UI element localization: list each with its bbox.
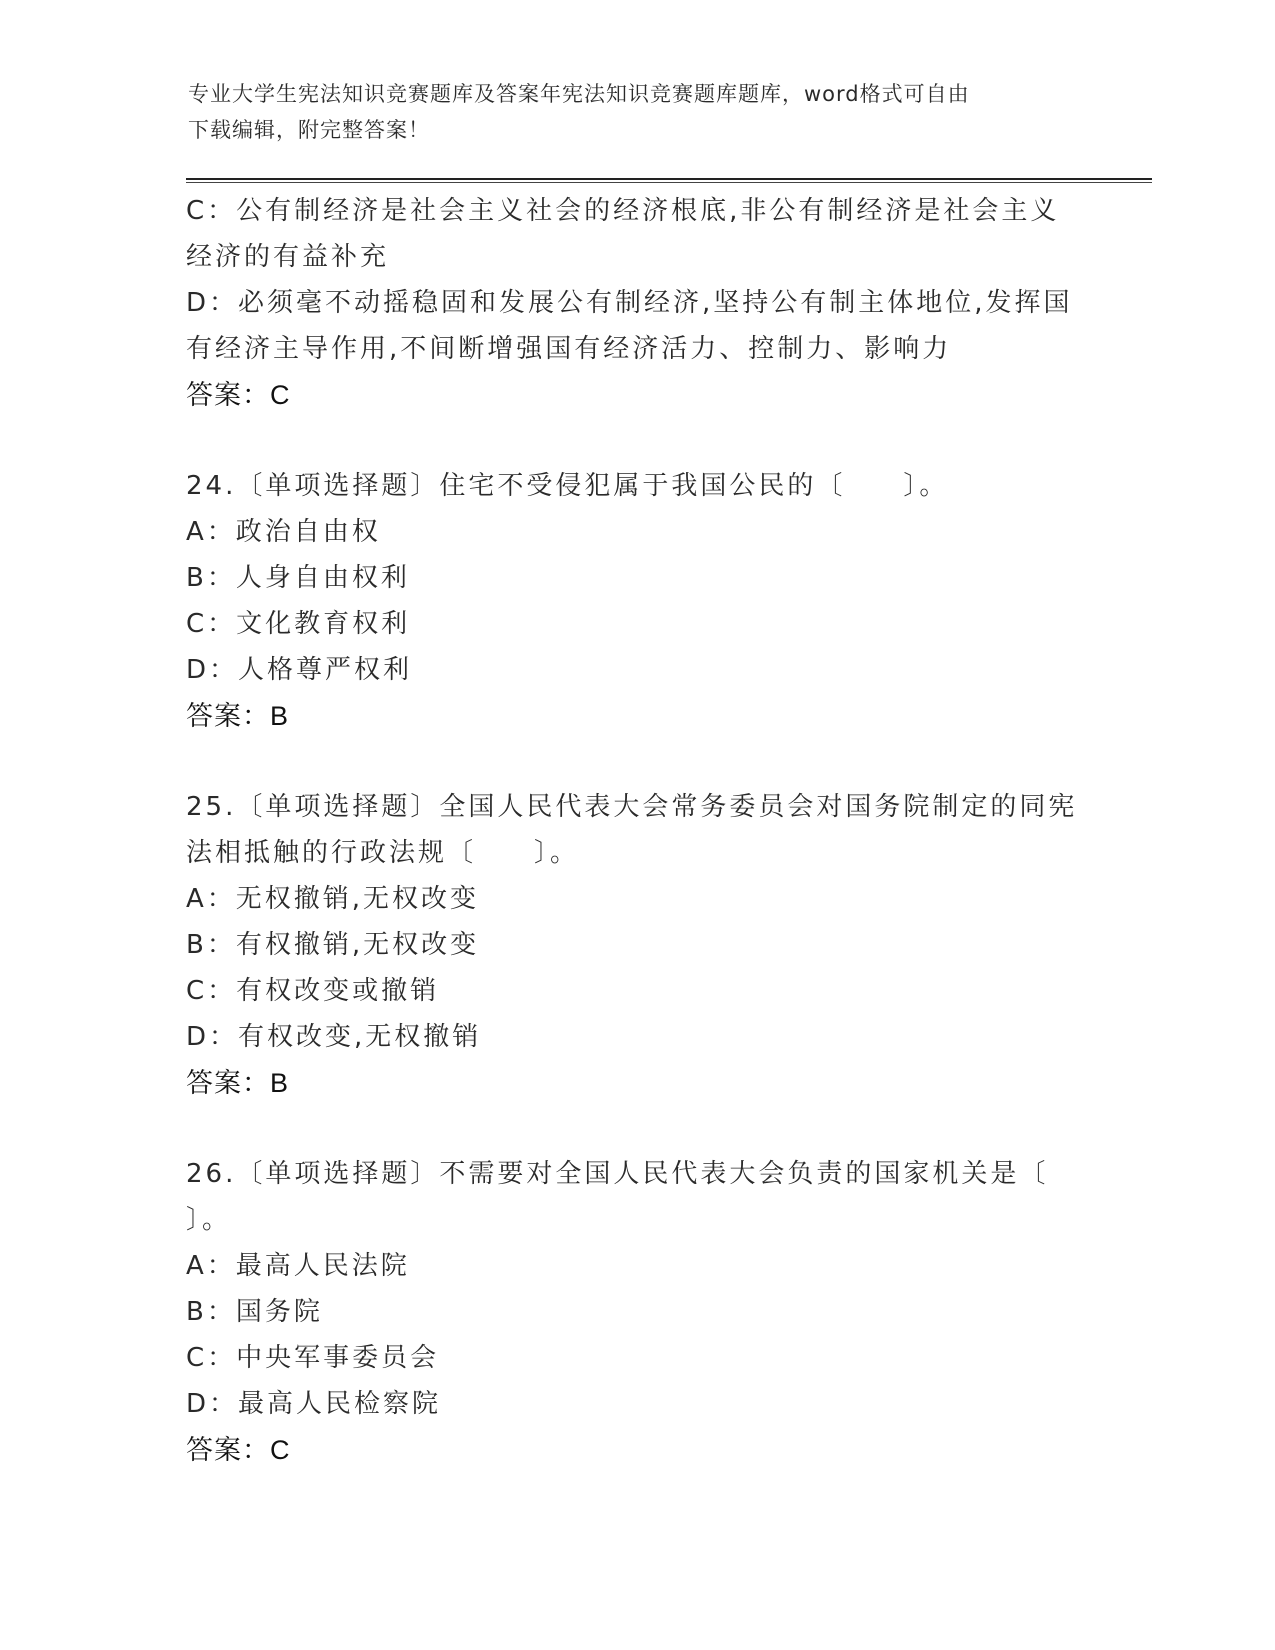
option-d: D：有权改变,无权撤销 bbox=[186, 1022, 482, 1052]
answer-line: 答案：B bbox=[186, 1068, 290, 1098]
question-24 bbox=[186, 463, 1086, 739]
header-divider-thick bbox=[186, 178, 1152, 180]
option-c-line-2: 经济的有益补充 bbox=[186, 242, 390, 272]
option-b: B：有权撤销,无权改变 bbox=[186, 930, 480, 960]
answer-line: 答案：B bbox=[186, 701, 290, 731]
question-25 bbox=[186, 784, 1086, 1106]
document-header bbox=[188, 76, 1068, 148]
spacer bbox=[186, 739, 1086, 784]
question-23-tail bbox=[186, 188, 1086, 418]
answer-line: 答案：C bbox=[186, 380, 291, 410]
question-stem-line-2: 法相抵触的行政法规〔 〕。 bbox=[186, 838, 580, 868]
spacer bbox=[186, 1106, 1086, 1151]
option-a: A：政治自由权 bbox=[186, 517, 381, 547]
question-stem: 24.〔单项选择题〕住宅不受侵犯属于我国公民的〔 〕。 bbox=[186, 471, 949, 501]
answer-line: 答案：C bbox=[186, 1435, 291, 1465]
option-c: C：有权改变或撤销 bbox=[186, 976, 440, 1006]
question-stem-line-1: 26.〔单项选择题〕不需要对全国人民代表大会负责的国家机关是〔 bbox=[186, 1159, 1049, 1189]
question-stem-line-2: 〕。 bbox=[186, 1205, 232, 1235]
option-a: A：最高人民法院 bbox=[186, 1251, 410, 1281]
option-a: A：无权撤销,无权改变 bbox=[186, 884, 480, 914]
option-c: C：文化教育权利 bbox=[186, 609, 411, 639]
option-d-line-1: D：必须毫不动摇稳固和发展公有制经济,坚持公有制主体地位,发挥国 bbox=[186, 288, 1073, 318]
option-d: D：人格尊严权利 bbox=[186, 655, 413, 685]
option-b: B：国务院 bbox=[186, 1297, 323, 1327]
option-b: B：人身自由权利 bbox=[186, 563, 410, 593]
question-stem-line-1: 25.〔单项选择题〕全国人民代表大会常务委员会对国务院制定的同宪 bbox=[186, 792, 1078, 822]
question-content bbox=[186, 188, 1086, 1473]
question-26 bbox=[186, 1151, 1086, 1473]
option-c: C：中央军事委员会 bbox=[186, 1343, 440, 1373]
spacer bbox=[186, 418, 1086, 463]
header-line-2: 下载编辑，附完整答案！ bbox=[188, 118, 430, 142]
option-d: D：最高人民检察院 bbox=[186, 1389, 442, 1419]
option-d-line-2: 有经济主导作用,不间断增强国有经济活力、控制力、影响力 bbox=[186, 334, 952, 364]
header-line-1: 专业大学生宪法知识竞赛题库及答案年宪法知识竞赛题库题库，word格式可自由 bbox=[188, 82, 970, 106]
header-divider-thin bbox=[186, 182, 1152, 183]
option-c-line-1: C：公有制经济是社会主义社会的经济根底,非公有制经济是社会主义 bbox=[186, 196, 1060, 226]
